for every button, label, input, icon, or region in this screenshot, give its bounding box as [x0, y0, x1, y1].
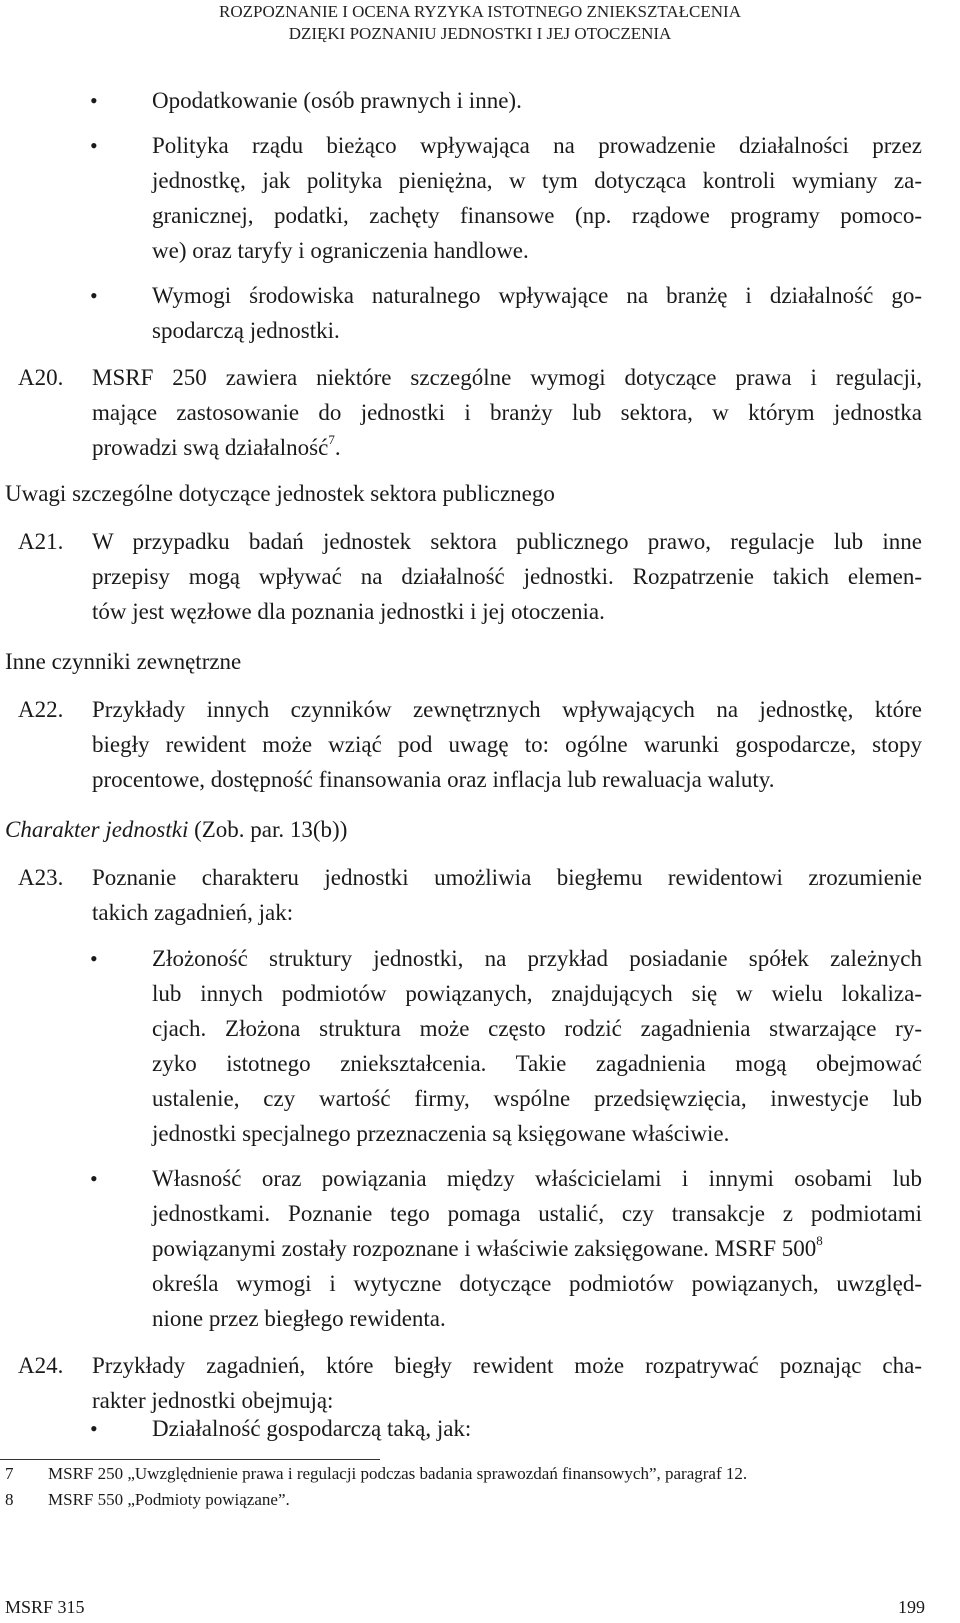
bullet-text: Wymogi środowiska naturalnego wpływające na branżę i działalność go- [152, 283, 922, 308]
bullet-text: jednostkami. Poznanie tego pomaga ustalić, czy transakcje z podmiotami [152, 1201, 922, 1226]
bullet-text: Własność oraz powiązania między właścicielami i innymi osobami lub [152, 1166, 922, 1191]
bullet-text: nione przez biegłego rewidenta. [152, 1306, 446, 1331]
paragraph-text: Poznanie charakteru jednostki umożliwia biegłemu rewidentowi zrozumienie [92, 865, 922, 890]
paragraph-text: procentowe, dostępność finansowania oraz inflacja lub rewaluacja waluty. [92, 767, 775, 792]
bullet-text: Polityka rządu bieżąco wpływająca na prowadzenie działalności przez [152, 133, 922, 158]
bullet-text: jednostkę, jak polityka pieniężna, w tym dotycząca kontroli wymiany za- [152, 168, 922, 193]
paragraph-text: biegły rewident może wziąć pod uwagę to: ogólne warunki gospodarcze, stopy [92, 732, 922, 757]
footnote-ref: 7 [328, 432, 335, 448]
running-header-line-1: ROZPOZNANIE I OCENA RYZYKA ISTOTNEGO ZNIEKSZTAŁCENIA [219, 2, 741, 21]
footer-standard-name: MSRF 315 [5, 1597, 85, 1617]
bullet-text: Złożoność struktury jednostki, na przykład posiadanie spółek zależnych [152, 946, 922, 971]
footnote-number: 8 [5, 1490, 14, 1509]
bullet-icon: • [90, 1166, 98, 1191]
paragraph-text: Przykłady zagadnień, które biegły rewident może rozpatrywać poznając cha- [92, 1353, 922, 1378]
bullet-icon: • [90, 88, 98, 113]
paragraph-text: W przypadku badań jednostek sektora publicznego prawo, regulacje lub inne [92, 529, 922, 554]
bullet-icon: • [90, 1416, 98, 1441]
footnote-text: MSRF 250 „Uwzględnienie prawa i regulacji podczas badania sprawozdań finansowych”, paragraf 12. [48, 1464, 748, 1483]
footnote-text: MSRF 550 „Podmioty powiązane”. [48, 1490, 290, 1509]
paragraph-text: rakter jednostki obejmują: [92, 1388, 334, 1413]
bullet-text: ustalenie, czy wartość firmy, wspólne przedsięwzięcia, inwestycje lub [152, 1086, 922, 1111]
bullet-icon: • [90, 946, 98, 971]
bullet-text: Działalność gospodarczą taką, jak: [152, 1416, 472, 1441]
bullet-text-with-footnote: powiązanymi zostały rozpoznane i właściwie zaksięgowane. MSRF $500^8$ [152, 1233, 823, 1261]
section-heading: Uwagi szczególne dotyczące jednostek sektora publicznego [5, 481, 555, 506]
paragraph-text: takich zagadnień, jak: [92, 900, 294, 925]
bullet-text: Opodatkowanie (osób prawnych i inne). [152, 88, 522, 113]
paragraph-text: MSRF 250 zawiera niektóre szczególne wymogi dotyczące prawa i regulacji, [92, 365, 922, 390]
footnote-number: 7 [5, 1464, 14, 1483]
page-number: 199 [898, 1597, 925, 1617]
bullet-text: spodarczą jednostki. [152, 318, 340, 343]
paragraph-text: przepisy mogą wpływać na działalność jednostki. Rozpatrzenie takich elemen- [92, 564, 922, 589]
paragraph-number: A24. [18, 1353, 64, 1378]
bullet-icon: • [90, 133, 98, 158]
bullet-text: jednostki specjalnego przeznaczenia są księgowane właściwie. [152, 1121, 730, 1146]
bullet-icon: • [90, 283, 98, 308]
bullet-text: określa wymogi i wytyczne dotyczące podmiotów powiązanych, uwzględ- [152, 1271, 922, 1296]
section-heading: Charakter jednostki (Zob. par. 13(b)) [5, 817, 348, 842]
bullet-text: granicznej, podatki, zachęty finansowe (np. rządowe programy pomoco- [152, 203, 922, 228]
paragraph-number: A22. [18, 697, 64, 722]
paragraph-text: mające zastosowanie do jednostki i branży lub sektora, w którym jednostka [92, 400, 922, 425]
footnote-ref: 8 [816, 1233, 823, 1249]
footnote-divider [0, 1459, 380, 1460]
paragraph-number: A20. [18, 365, 64, 390]
paragraph-text: tów jest węzłowe dla poznania jednostki i jej otoczenia. [92, 599, 605, 624]
bullet-text: we) oraz taryfy i ograniczenia handlowe. [152, 238, 529, 263]
paragraph-number: A21. [18, 529, 64, 554]
paragraph-text: Przykłady innych czynników zewnętrznych wpływających na jednostkę, które [92, 697, 922, 722]
bullet-text: lub innych podmiotów powiązanych, znajdujących się w wielu lokaliza- [152, 981, 922, 1006]
section-heading: Inne czynniki zewnętrzne [5, 649, 242, 674]
paragraph-number: A23. [18, 865, 64, 890]
bullet-text: zyko istotnego zniekształcenia. Takie zagadnienia mogą obejmować [152, 1051, 922, 1076]
running-header-line-2: DZIĘKI POZNANIU JEDNOSTKI I JEJ OTOCZENIA [288, 24, 672, 43]
bullet-text: cjach. Złożona struktura może często rodzić zagadnienia stwarzające ry- [152, 1016, 922, 1041]
paragraph-text-with-footnote: prowadzi swą działalność$^7$. [92, 432, 341, 460]
